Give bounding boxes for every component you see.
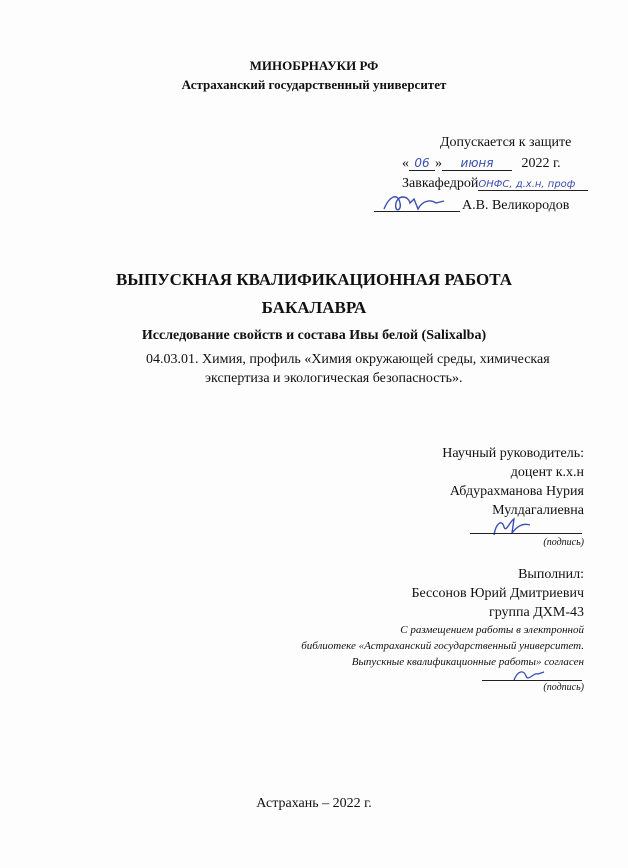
program-line1: 04.03.01. Химия, профиль «Химия окружающей среды, химическая xyxy=(146,352,550,367)
consent-line3: Выпускные квалификационные работы» согласен xyxy=(351,656,584,668)
program-line2: экспертиза и экологическая безопасность». xyxy=(205,371,463,386)
head-label: Завкафедрой xyxy=(402,176,479,191)
supervisor-name-line1: Абдурахманова Нурия xyxy=(449,484,584,499)
date-year: 2022 г. xyxy=(521,156,561,171)
date-close-quote: » xyxy=(435,156,442,171)
author-signature-caption: (подпись) xyxy=(543,682,584,693)
supervisor-degree: доцент к.х.н xyxy=(510,465,584,480)
author-signature-line xyxy=(482,680,582,681)
author-name: Бессонов Юрий Дмитриевич xyxy=(411,586,584,601)
admission-title: Допускается к защите xyxy=(440,135,572,150)
ministry-heading: МИНОБРНАУКИ РФ xyxy=(249,58,379,73)
university-heading: Астраханский государственный университет xyxy=(181,77,447,92)
date-open-quote: « xyxy=(402,156,409,171)
work-title-line2: БАКАЛАВРА xyxy=(261,298,367,317)
consent-line2: библиотеке «Астраханский государственный университет. xyxy=(301,640,584,652)
date-month-handwritten: июня xyxy=(442,156,512,171)
supervisor-label: Научный руководитель: xyxy=(442,446,584,461)
supervisor-name-line2: Мулдагалиевна xyxy=(492,503,584,518)
head-signature-line xyxy=(374,211,460,212)
supervisor-signature xyxy=(488,513,538,539)
supervisor-signature-line xyxy=(470,533,582,534)
author-group: группа ДХМ-43 xyxy=(488,605,584,620)
admission-date xyxy=(402,156,561,172)
head-signature xyxy=(374,189,458,217)
consent-line1: С размещением работы в электронной xyxy=(400,624,584,636)
work-title-line1: ВЫПУСКНАЯ КВАЛИФИКАЦИОННАЯ РАБОТА xyxy=(115,270,513,289)
city-year: Астрахань – 2022 г. xyxy=(256,796,372,811)
head-name: А.В. Великородов xyxy=(462,198,570,213)
author-label: Выполнил: xyxy=(518,567,584,582)
work-topic: Исследование свойств и состава Ивы белой (Salixalba) xyxy=(141,328,487,343)
supervisor-signature-caption: (подпись) xyxy=(543,537,584,548)
head-handwritten-note: ОНФС, д.х.н, проф xyxy=(478,179,588,191)
date-day-handwritten: 06 xyxy=(409,156,435,171)
